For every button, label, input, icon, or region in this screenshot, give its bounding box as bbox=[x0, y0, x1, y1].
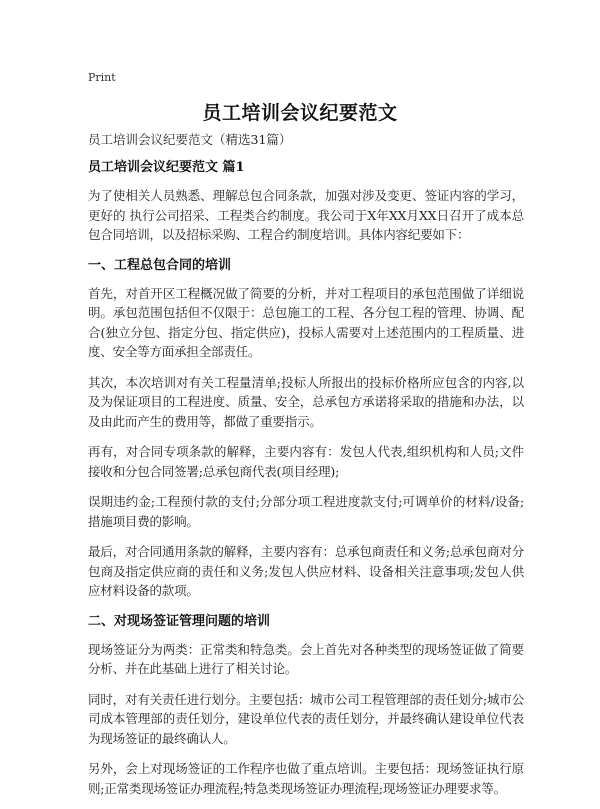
document-subtitle: 员工培训会议纪要范文（精选31篇） bbox=[88, 132, 292, 147]
section-2-paragraph-3: 另外，会上对现场签证的工作程序也做了重点培训。主要包括：现场签证执行原则;正常类现场签证办理流程;特急类现场签证办理流程;现场签证办理要求等。 bbox=[88, 761, 524, 796]
section-1-paragraph-2: 其次，本次培训对有关工程量清单;投标人所报出的投标价格所应包含的内容,以及为保证项目的工程进度、质量、安全，总承包方承诺将采取的措施和办法，以及由此而产生的费用等，都做了重要指示。 bbox=[88, 374, 524, 429]
print-label[interactable]: Print bbox=[88, 71, 116, 84]
part-heading: 员工培训会议纪要范文 篇1 bbox=[88, 160, 245, 175]
section-2-paragraph-2: 同时，对有关责任进行划分。主要包括：城市公司工程管理部的责任划分;城市公司成本管理部的责任划分，建设单位代表的责任划分，并最终确认建设单位代表为现场签证的最终确认人。 bbox=[88, 691, 524, 746]
section-2-paragraph-1: 现场签证分为两类：正常类和特急类。会上首先对各种类型的现场签证做了简要分析、并在此基础上进行了相关讨论。 bbox=[88, 641, 524, 676]
section-1-heading: 一、工程总包合同的培训 bbox=[88, 257, 232, 273]
document-title: 员工培训会议纪要范文 bbox=[202, 102, 398, 124]
intro-paragraph: 为了使相关人员熟悉、理解总包合同条款，加强对涉及变更、签证内容的学习，更好的 执行公司招采、工程类合约制度。我公司于X年XX月XX日召开了成本总包合同培训，以及招标采购、工程合约制度培训。具体内容纪要如下： bbox=[88, 188, 524, 242]
section-1-paragraph-5: 最后，对合同通用条款的解释，主要内容有：总承包商责任和义务;总承包商对分包商及指定供应商的责任和义务;发包人供应材料、设备相关注意事项;发包人供应材料设备的款项。 bbox=[88, 544, 524, 598]
document-body bbox=[88, 130, 524, 809]
section-2-heading: 二、对现场签证管理问题的培训 bbox=[88, 613, 271, 629]
section-1-paragraph-1: 首先，对首开区工程概况做了简要的分析，并对工程项目的承包范围做了详细说明。承包范围包括但不仅限于：总包施工的工程、各分包工程的管理、协调、配合(独立分包、指定分包、指定供应)，投标人需要对上述范围内的工程质量、进度、安全等方面承担全部责任。 bbox=[88, 285, 524, 359]
section-1-paragraph-4: 误期违约金;工程预付款的支付;分部分项工程进度款支付;可调单价的材料/设备;措施项目费的影响。 bbox=[88, 494, 524, 529]
section-1-paragraph-3: 再有，对合同专项条款的解释，主要内容有：发包人代表,组织机构和人员;文件接收和分包合同签署;总承包商代表(项目经理); bbox=[88, 444, 524, 479]
